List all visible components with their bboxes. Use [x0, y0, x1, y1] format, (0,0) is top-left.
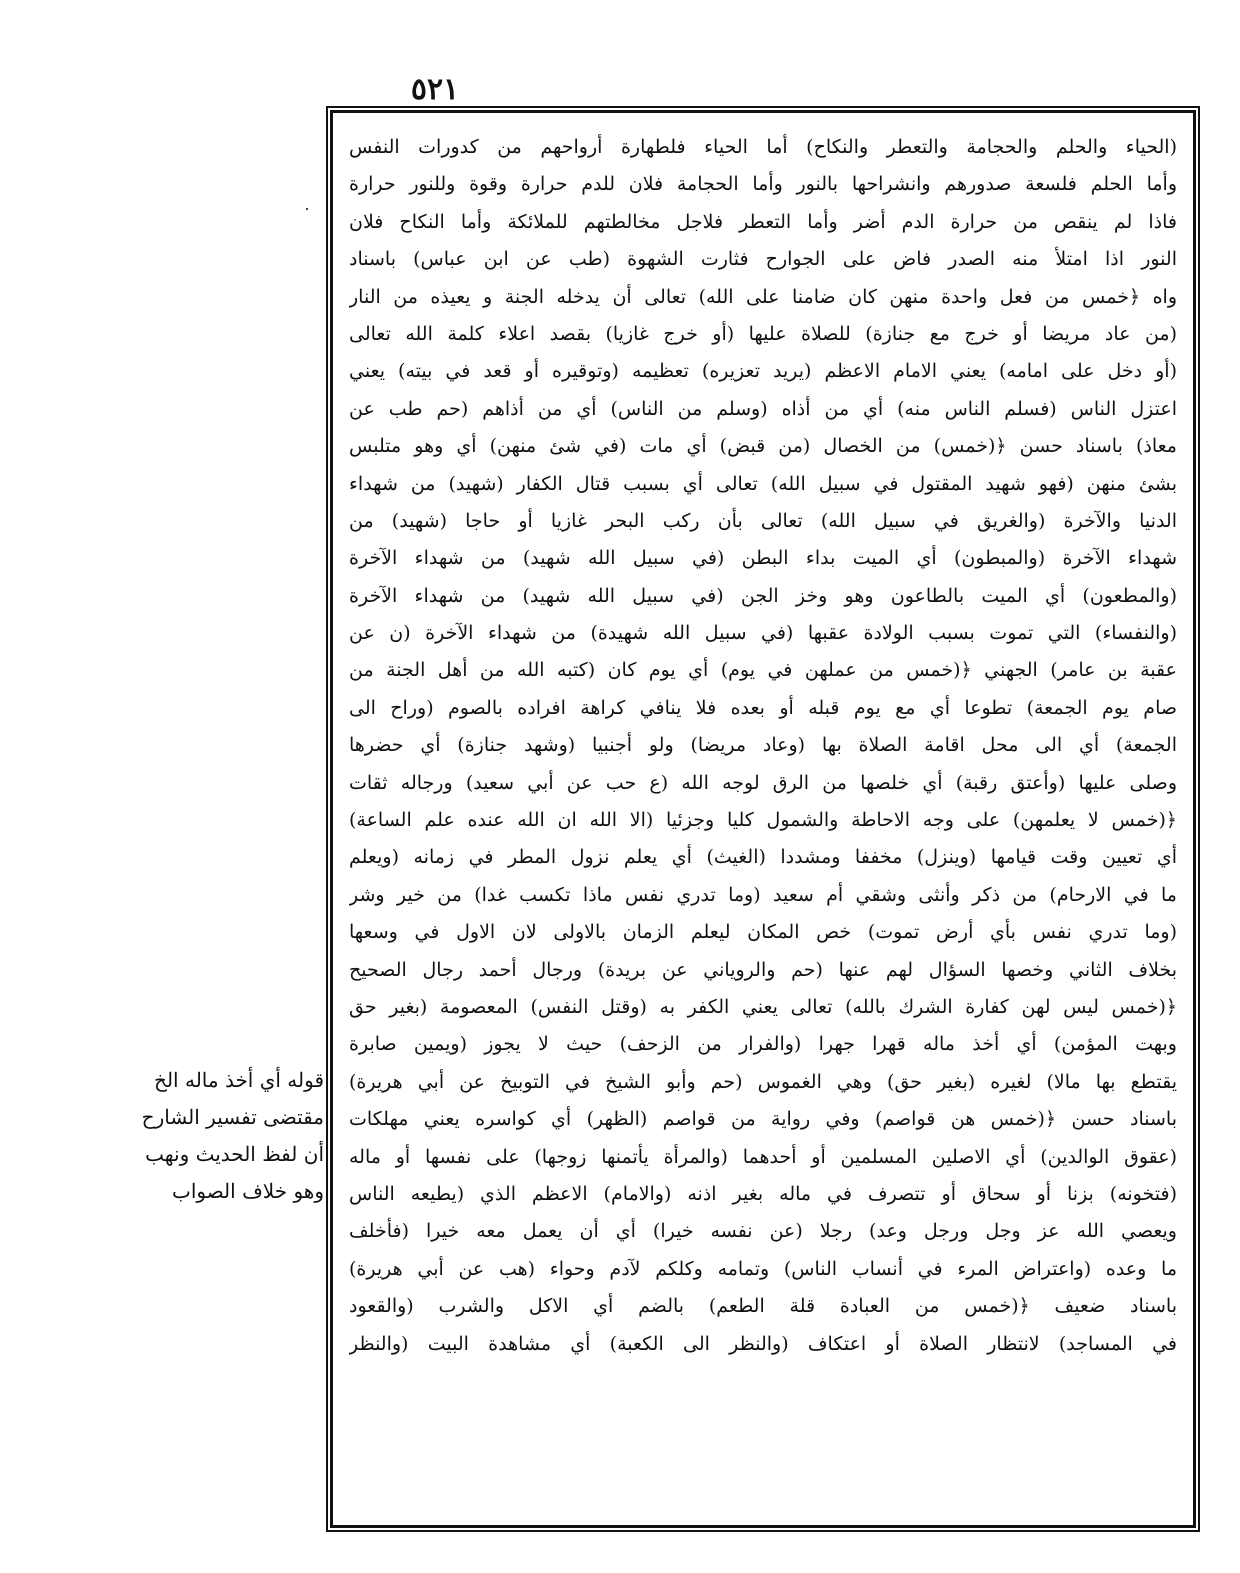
text-line: ما في الارحام) من ذكر وأنثى وشقي أم سعيد (وما تدري نفس ماذا تكسب غدا) من خير وشر: [349, 883, 1177, 906]
text-line: الدنيا والآخرة (والغريق في سبيل الله) تعالى بأن ركب البحر غازيا أو حاجا (شهيد) من: [349, 509, 1177, 532]
margin-note-line: قوله أي أخذ ماله الخ: [154, 1068, 324, 1092]
text-line: بشئ منهن (فهو شهيد المقتول في سبيل الله) تعالى أي بسبب قتال الكفار (شهيد) من شهداء: [349, 472, 1177, 495]
margin-note-line: أن لفظ الحديث ونهب: [145, 1142, 324, 1166]
text-line: (وما تدري نفس بأي أرض تموت) خص المكان ليعلم الزمان بالاولى لان الاول في وسعها: [349, 921, 1177, 944]
page-number: ٥٢١: [410, 72, 460, 107]
margin-note-line: وهو خلاف الصواب: [172, 1179, 324, 1203]
text-line: عقبة بن عامر) الجهني ﴿(خمس من عملهن في يوم) أي يوم كان (كتبه الله من أهل الجنة من: [349, 659, 1177, 682]
text-line: بخلاف الثاني وخصها السؤال لهم عنها (حم والروياني عن بريدة) ورجال أحمد رجال الصحيح: [349, 958, 1177, 981]
text-line: شهداء الآخرة (والمبطون) أي الميت بداء البطن (في سبيل الله شهيد) من شهداء الآخرة: [349, 547, 1177, 570]
ink-speck: [306, 208, 308, 210]
text-line: (عقوق الوالدين) أي الاصلين المسلمين أو أحدهما (والمرأة يأتمنها زوجها) على نفسها أو ماله: [349, 1145, 1177, 1168]
text-line: (من عاد مريضا أو خرج مع جنازة) للصلاة عليها (أو خرج غازيا) بقصد اعلاء كلمة الله تعالى: [349, 322, 1177, 345]
text-line: (أو دخل على امامه) يعني الامام الاعظم (يريد تعزيره) تعظيمه (وتوقيره أو قعد في بيته) يعني: [349, 360, 1177, 383]
text-line: وبهت المؤمن) أي أخذ ماله قهرا جهرا (والفرار من الزحف) حيث لا يجوز (ويمين صابرة: [349, 1033, 1177, 1056]
text-line: اعتزل الناس (فسلم الناس منه) أي من أذاه (وسلم من الناس) أي من أذاهم (حم طب عن: [349, 397, 1177, 420]
main-text-body: [349, 129, 1177, 1513]
text-line: ما وعده (واعتراض المرء في أنساب الناس) وتمامه وكلكم لآدم وحواء (هب عن أبي هريرة): [349, 1257, 1177, 1280]
text-line: النور اذا امتلأ منه الصدر فاض على الجوارح فثارت الشهوة (طب عن ابن عباس) باسناد: [349, 248, 1177, 271]
main-text-frame: [330, 110, 1196, 1528]
text-line: الجمعة) أي الى محل اقامة الصلاة بها (وعاد مريضا) ولو أجنبيا (وشهد جنازة) أي حضرها: [349, 734, 1177, 757]
text-line: في المساجد) لانتظار الصلاة أو اعتكاف (والنظر الى الكعبة) أي مشاهدة البيت (والنظر: [349, 1332, 1177, 1355]
text-line: (فتخونه) بزنا أو سحاق أو تتصرف في ماله بغير اذنه (والامام) الاعظم الذي (يطيعه الناس: [349, 1182, 1177, 1205]
text-line: (والنفساء) التي تموت بسبب الولادة عقبها (في سبيل الله شهيدة) من شهداء الآخرة (ن عن: [349, 622, 1177, 645]
text-line: يقتطع بها مالا) لغيره (بغير حق) وهي الغموس (حم وأبو الشيخ في التوبيخ عن أبي هريرة): [349, 1070, 1177, 1093]
margin-note: [112, 1062, 324, 1210]
text-line: ويعصي الله عز وجل ورجل وعد) رجلا (عن نفسه خيرا) أي أن يعمل معه خيرا (فأخلف: [349, 1220, 1177, 1243]
text-line: ﴿(خمس لا يعلمهن) على وجه الاحاطة والشمول كليا وجزئيا (الا الله ان الله عنده علم الساعة): [349, 809, 1177, 832]
text-line: أي تعيين وقت قيامها (وينزل) مخففا ومشددا (الغيث) أي يعلم نزول المطر في زمانه (ويعلم: [349, 846, 1177, 869]
text-line: باسناد ضعيف ﴿(خمس من العبادة قلة الطعم) بالضم أي الاكل والشرب (والقعود: [349, 1295, 1177, 1318]
text-line: صام يوم الجمعة) تطوعا أي مع يوم قبله أو بعده فلا ينافي كراهة افراده بالصوم (وراح الى: [349, 696, 1177, 719]
text-line: فاذا لم ينقص من حرارة الدم أضر وأما التعطر فلاجل مخالطتهم للملائكة وأما النكاح فلان: [349, 210, 1177, 233]
text-line: واه ﴿خمس من فعل واحدة منهن كان ضامنا على الله) تعالى أن يدخله الجنة و يعيذه من النار: [349, 285, 1177, 308]
text-line: معاذ) باسناد حسن ﴿(خمس) من الخصال (من قبض) أي مات (في شئ منهن) أي وهو متلبس: [349, 435, 1177, 458]
margin-note-line: مقتضى تفسير الشارح: [141, 1105, 324, 1129]
text-line: وصلى عليها (وأعتق رقبة) أي خلصها من الرق لوجه الله (ع حب عن أبي سعيد) ورجاله ثقات: [349, 771, 1177, 794]
text-line: ﴿(خمس ليس لهن كفارة الشرك بالله) تعالى يعني الكفر به (وقتل النفس) المعصومة (بغير حق: [349, 995, 1177, 1018]
text-line: (والمطعون) أي الميت بالطاعون وهو وخز الجن (في سبيل الله شهيد) من شهداء الآخرة: [349, 584, 1177, 607]
text-line: باسناد حسن ﴿(خمس هن قواصم) وفي رواية من قواصم (الظهر) أي كواسره يعني مهلكات: [349, 1108, 1177, 1131]
text-line: (الحياء والحلم والحجامة والتعطر والنكاح) أما الحياء فلطهارة أرواحهم من كدورات النفس: [349, 136, 1177, 158]
text-line: وأما الحلم فلسعة صدورهم وانشراحها بالنور وأما الحجامة فلان للدم حرارة وقوة وللنور حرارة: [349, 173, 1177, 196]
